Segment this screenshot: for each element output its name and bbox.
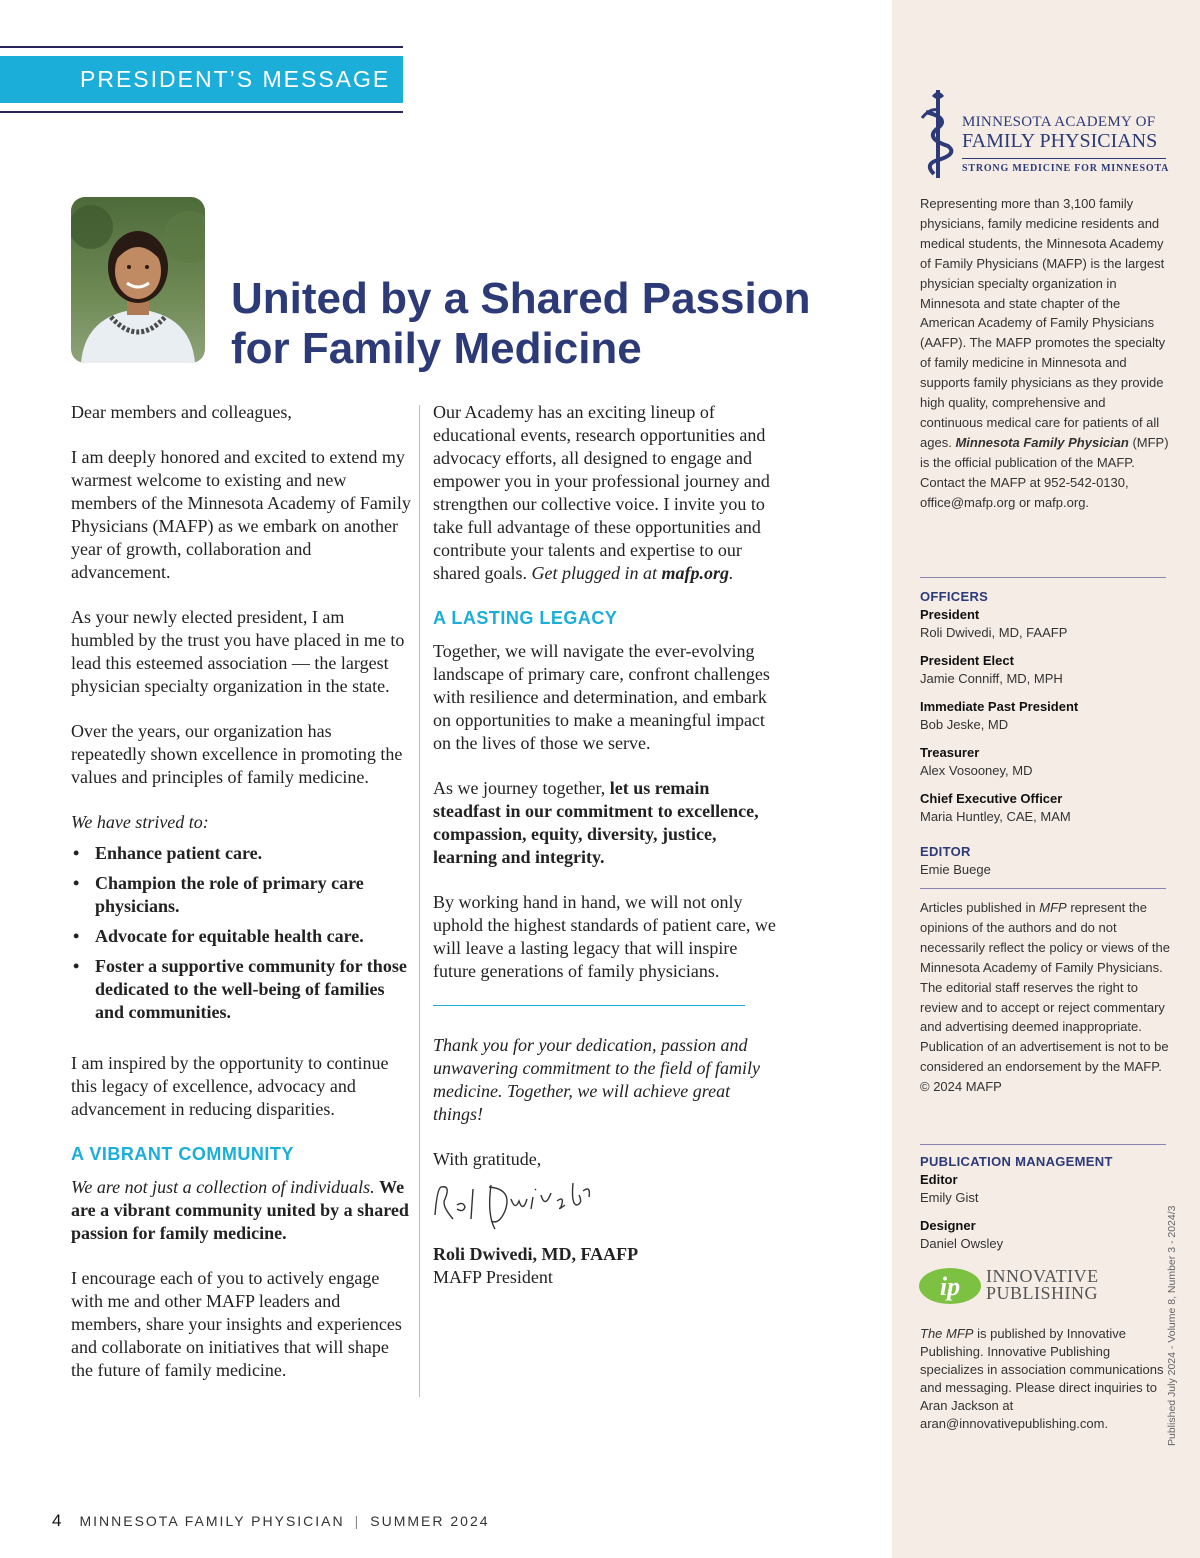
mafp-logo xyxy=(918,88,1178,180)
article-column-2 xyxy=(433,401,778,1289)
editor-heading: EDITOR xyxy=(920,844,971,859)
staff-role: Designer xyxy=(920,1218,976,1233)
subheading-vibrant-community: A VIBRANT COMMUNITY xyxy=(71,1144,294,1164)
ip-mark: ip xyxy=(939,1272,961,1301)
about-mafp: Representing more than 3,100 family physicians, family medicine residents and medical students, the Minnesota Academy of Family Physicians (MAFP) is the largest physician specialty organization in Minnesota and state chapter of the American Academy of Family Physicians (AAFP). The MAFP promotes the specialty of family medicine in Minnesota and supports family physicians as they provide high quality, comprehensive and continuous medical care for patients of all ages. Minnesota Family Physician (MFP) is the official publication of the MAFP. Contact the MAFP at 952-542-0130, office@mafp.org or mafp.org. xyxy=(920,196,1169,510)
mafp-link[interactable]: mafp.org xyxy=(661,563,729,583)
officer-entry xyxy=(920,606,1170,642)
officer-role: Immediate Past President xyxy=(920,699,1079,714)
publication-management xyxy=(920,1153,1170,1261)
logo-tagline: STRONG MEDICINE FOR MINNESOTA xyxy=(962,163,1170,174)
officer-role: Treasurer xyxy=(920,745,980,760)
logo-line-2: FAMILY PHYSICIANS xyxy=(962,130,1158,152)
officers-section xyxy=(920,588,1170,879)
officer-name: Maria Huntley, CAE, MAM xyxy=(920,809,1071,824)
list-item: • Enhance patient care. xyxy=(71,842,411,865)
paragraph: I am inspired by the opportunity to continue this legacy of excellence, advocacy and advancement in reducing disparities. xyxy=(71,1053,389,1119)
staff-entry xyxy=(920,1217,1170,1253)
section-label: PRESIDENT’S MESSAGE xyxy=(80,66,391,92)
footer-divider: | xyxy=(354,1513,361,1529)
column-divider xyxy=(419,405,420,1397)
header-rule-top xyxy=(0,46,403,48)
strived-intro: We have strived to: xyxy=(71,812,209,832)
logo-rule xyxy=(962,158,1166,159)
copyright: © 2024 MAFP xyxy=(920,1079,1002,1095)
list-item: • Champion the role of primary care physicians. xyxy=(71,872,411,918)
publisher-note: The MFP is published by Innovative Publishing. Innovative Publishing specializes in association communications and messaging. Please direct inquiries to Aran Jackson at aran@innovativepublishing.com. xyxy=(920,1326,1164,1431)
list-item: • Foster a supportive community for those dedicated to the well-being of families and communities. xyxy=(71,955,411,1024)
officer-role: President Elect xyxy=(920,653,1014,668)
article-column-1 xyxy=(71,401,411,1404)
signature xyxy=(433,1175,778,1237)
officer-name: Jamie Conniff, MD, MPH xyxy=(920,671,1063,686)
headline-line-2: for Family Medicine xyxy=(231,324,642,373)
publication-name: MINNESOTA FAMILY PHYSICIAN xyxy=(79,1513,345,1529)
signatory-title: MAFP President xyxy=(433,1267,553,1287)
paragraph: I encourage each of you to actively engage with me and other MAFP leaders and members, share your insights and experiences and collaborate on initiatives that will shape the future of family medicine. xyxy=(71,1268,402,1380)
officer-entry xyxy=(920,698,1170,734)
article-headline xyxy=(231,274,871,374)
paragraph: By working hand in hand, we will not only uphold the highest standards of patient care, we will leave a lasting legacy that will inspire future generations of family physicians. xyxy=(433,892,776,981)
paragraph: Our Academy has an exciting lineup of educational events, research opportunities and advocacy efforts, all designed to engage and empower you in your professional journey and strengthen our collective voice. I invite you to take full advantage of these opportunities and contribute your talents and expertise to our shared goals. Get plugged in at mafp.org. xyxy=(433,402,770,583)
ip-leaf-icon xyxy=(918,1266,982,1306)
ip-wordmark-line-2: PUBLISHING xyxy=(986,1283,1099,1303)
logo-line-1: MINNESOTA ACADEMY OF xyxy=(962,114,1156,130)
caduceus-icon xyxy=(918,88,958,180)
paragraph: As your newly elected president, I am humbled by the trust you have placed in me to lead this esteemed association — the largest physician specialty organization in the state. xyxy=(71,607,405,696)
sidebar-divider xyxy=(920,888,1166,889)
signatory-name: Roli Dwivedi, MD, FAAFP xyxy=(433,1244,639,1264)
sidebar-divider xyxy=(920,577,1166,578)
officer-role: President xyxy=(920,607,980,622)
paragraph: We are not just a collection of individuals. We are a vibrant community united by a shared passion for family medicine. xyxy=(71,1177,409,1243)
masthead-sidebar xyxy=(892,0,1200,1558)
officer-entry xyxy=(920,790,1170,826)
issue-label: SUMMER 2024 xyxy=(370,1513,490,1529)
ip-wordmark-line-1: INNOVATIVE xyxy=(986,1266,1099,1286)
innovative-publishing-logo xyxy=(918,1264,1118,1308)
sidebar-divider xyxy=(920,1144,1166,1145)
officer-entry xyxy=(920,652,1170,688)
officer-name: Bob Jeske, MD xyxy=(920,717,1009,732)
section-label-band xyxy=(0,56,403,103)
staff-entry xyxy=(920,1171,1170,1207)
staff-name: Emily Gist xyxy=(920,1190,979,1205)
goals-list xyxy=(71,842,411,1024)
closing-rule xyxy=(433,1005,745,1006)
page-footer xyxy=(52,1511,490,1531)
header-rule-bottom xyxy=(0,111,403,113)
greeting: Dear members and colleagues, xyxy=(71,402,292,422)
staff-role: Editor xyxy=(920,1172,958,1187)
paragraph: I am deeply honored and excited to extend my warmest welcome to existing and new members of the Minnesota Academy of Family Physicians (MAFP) as we embark on another year of growth, collaboration and advancement. xyxy=(71,447,411,582)
officers-heading: OFFICERS xyxy=(920,589,989,604)
officer-role: Chief Executive Officer xyxy=(920,791,1063,806)
disclaimer: Articles published in MFP represent the opinions of the authors and do not necessarily reflect the policy or views of the Minnesota Academy of Family Physicians. The editorial staff reserves the right to review and to accept or reject commentary and advertising deemed inappropriate. Publication of an advertisement is not to be considered an endorsement by the MAFP. © 2024 MAFP xyxy=(920,898,1170,1097)
officer-name: Alex Vosooney, MD xyxy=(920,763,1033,778)
signature-graphic xyxy=(433,1175,613,1237)
publication-date-vertical: Published July 2024 - Volume 8, Number 3 - 2024/3 xyxy=(1166,1205,1178,1446)
list-item: • Advocate for equitable health care. xyxy=(71,925,411,948)
officer-name: Roli Dwivedi, MD, FAAFP xyxy=(920,625,1068,640)
editor-name: Emie Buege xyxy=(920,862,991,877)
president-portrait xyxy=(71,197,205,363)
officer-entry xyxy=(920,744,1170,780)
pubmgmt-heading: PUBLICATION MANAGEMENT xyxy=(920,1154,1113,1169)
thank-you-note: Thank you for your dedication, passion and unwavering commitment to the field of family medicine. Together, we will achieve great things! xyxy=(433,1035,760,1124)
headline-line-1: United by a Shared Passion xyxy=(231,274,811,323)
paragraph: Together, we will navigate the ever-evolving landscape of primary care, confront challenges with resilience and determination, and embark on opportunities to make a meaningful impact on the lives of those we serve. xyxy=(433,641,770,753)
paragraph: Over the years, our organization has repeatedly shown excellence in promoting the values and principles of family medicine. xyxy=(71,721,403,787)
closing: With gratitude, xyxy=(433,1149,542,1169)
subheading-lasting-legacy: A LASTING LEGACY xyxy=(433,608,618,628)
page-number: 4 xyxy=(52,1511,62,1530)
paragraph: As we journey together, let us remain steadfast in our commitment to excellence, compassion, equity, diversity, justice, learning and integrity. xyxy=(433,778,759,867)
staff-name: Daniel Owsley xyxy=(920,1236,1004,1251)
